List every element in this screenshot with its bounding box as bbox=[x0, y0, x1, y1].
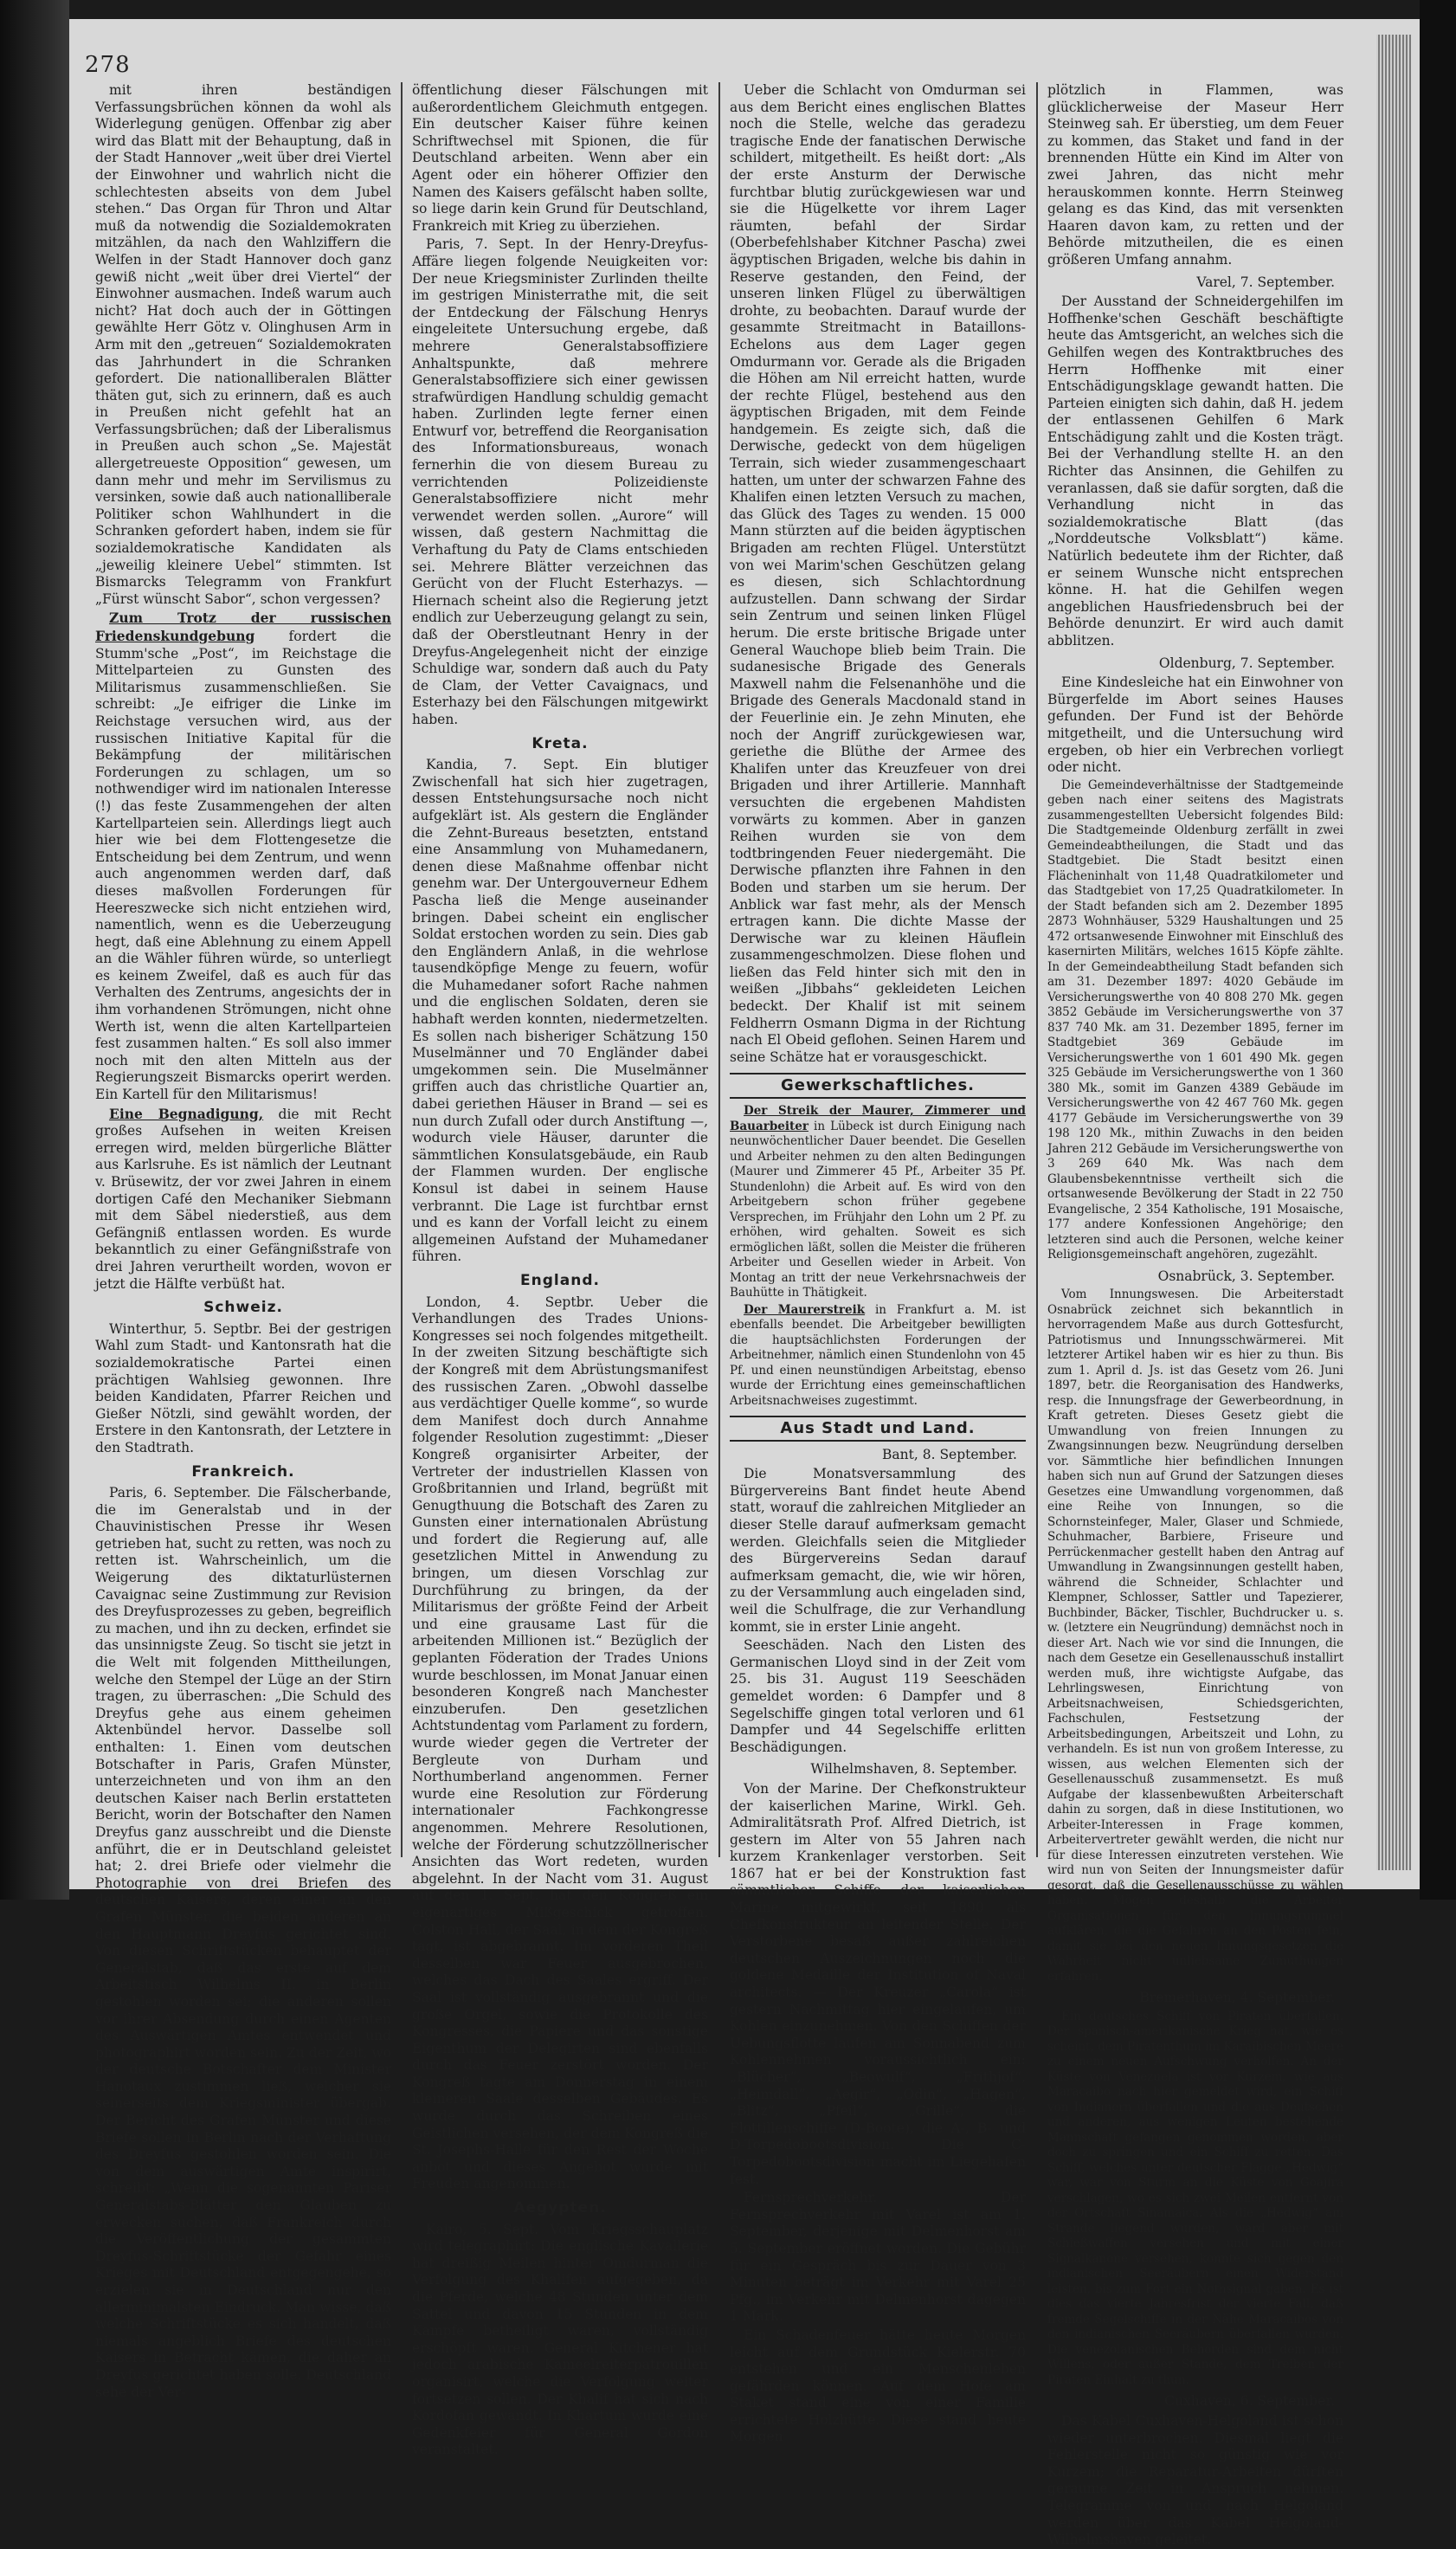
paragraph: öffentlichung dieser Fälschungen mit außerordentlichem Gleichmuth entgegen. Ein deutscher Kaiser führe keinen Schriftwechsel mit Spionen, die für Deutschland arbeiten. Wenn aber ein Agent oder ein höherer Offizier den Namen des Kaisers gefälscht haben sollte, so liege darin kein Grund für Deutschland, Frankreich mit Krieg zu überziehen. bbox=[412, 82, 708, 234]
article-lead: Der Maurerstreik bbox=[744, 1302, 866, 1317]
paragraph: Zum Trotz der russischen Friedenskundgebung fordert die Stumm'sche „Post“, im Reichstage die Mittelparteien zu Gunsten des Militarismus zusammenschließen. Sie schreibt: „Je eifriger die Linke im Reichstage versuchen wird, aus der russischen Initiative Kapital für die Bekämpfung der militärischen Forderungen zu schlagen, um so nothwendiger wird im nationalen Interesse (!) das feste Zusammengehen der alten Kartellparteien sein. Allerdings liegt auch hier wie bei dem Flottengesetze die Entscheidung bei dem Zentrum, und wenn auch angenommen werden darf, daß dieses maßvollen Forderungen für Heereszwecke sich nicht entziehen wird, namentlich, wenn es die Ueberzeugung hegt, daß eine Ablehnung zu einem Appell an die Wähler führen würde, so unterliegt es keinem Zweifel, daß es auch für das Verhalten des Zentrums, angesichts der in ihm vorhandenen Strömungen, nicht ohne Werth ist, wenn die alten Kartellparteien fest zusammen halten.“ Es soll also immer noch mit den alten Mitteln aus der Regierungszeit Bismarcks operirt werden. Ein Kartell für den Militarismus! bbox=[95, 610, 391, 1103]
column-rule bbox=[401, 82, 403, 1857]
paragraph: Ein Schadenfeuer hätte heute Morgen leicht auf dem Grundstück Kielerstr. 70 entstehen und ein Menschenleben gefährden können. Auf dem Hofe am Staket stand eine von einer Familie errichtete Holzhütte. Diese stand heute Morgen bbox=[730, 2326, 1026, 2445]
paragraph: Ueber die Schlacht von Omdurman sei aus dem Bericht eines englischen Blattes noch die Stelle, welche das geradezu tragische Ende der fanatischen Derwische schildert, mitgetheilt. Es heißt dort: „Als der erste Ansturm der Derwische furchtbar blutig zurückgewiesen war und sie die Hügelkette vor ihrem Lager räumten, befahl der Sirdar (Oberbefehlshaber Kitchner Pascha) zwei ägyptischen Brigaden, welche bis dahin in Reserve gestanden, den Feind, der unseren linken Flügel zu überwältigen drohte, zu beobachten. Darauf wurde der gesammte Streitmacht in Bataillons-Echelons aus dem Lager gegen Omdurmann vor. Gerade als die Brigaden die Höhen am Nil erreicht hatten, wurde der rechte Flügel, bestehend aus den ägyptischen Brigaden, mit dem Feinde handgemein. Es zeigte sich, daß die Derwische, gedeckt von dem hügeligen Terrain, sich wieder zusammengeschaart hatten, um unter der schwarzen Fahne des Khalifen einen letzten Versuch zu machen, das Glück des Tages zu wenden. 15 000 Mann stürzten auf die beiden ägyptischen Brigaden am rechten Flügel. Unterstützt von wei Marim'schen Geschützen gelang es diesen, sich Schlachtordnung aufzustellen. Dann schwang der Sirdar sein Zentrum und seinen linken Flügel herum. Die erste britische Brigade unter General Wauchope blieb beim Train. Die sudanesische Brigade des Generals Maxwell nahm die Felsenanhöhe und die Brigade des Generals Macdonald stand in der Feuerlinie ein. Je zehn Minuten, ehe noch der Angriff zurückgewiesen war, geriethe die Blüthe der Armee des Khalifen unter das Kreuzfeuer von drei Brigaden und ihrer Artillerie. Mannhaft versuchten die ergebenen Mahdisten vorwärts zu kommen. Aber in ganzen Reihen wurden sie von dem todtbringenden Feuer niedergemäht. Die Derwische pflanzten ihre Fahnen in den Boden und starben um sie herum. Der Anblick war fast mehr, als der Mensch ertragen kann. Die dichte Masse der Derwische war zu kleinen Häuflein zusammengeschmolzen. Diese flohen und ließen das Feld hinter sich mit den in weißen „Jibbahs“ gekleideten Leichen bedeckt. Der Khalif ist mit seinem Feldherrn Osmann Digma in der Richtung nach El Obeid geflohen. Seinen Harem und seine Schätze hat er vorausgeschickt. bbox=[730, 82, 1026, 1065]
paragraph: Eine Begnadigung, die mit Recht großes Aufsehen in weiten Kreisen erregen wird, melden bürgerliche Blätter aus Karlsruhe. Es ist nämlich der Leutnant v. Brüsewitz, der vor zwei Jahren in einem dortigen Café den Mechaniker Siebmann mit dem Säbel niederstieß, aus dem Gefängniß entlassen worden. Es wurde bekanntlich zu einer Gefängnißstrafe von drei Jahren verurtheilt worden, wovon er jetzt die Hälfte verbüßt hat. bbox=[95, 1105, 391, 1292]
paragraph: Fernsprechverkehr. Der Fernsprechverkehr mit Varel ist am 1. September, derjenige mit Delmenhorst am 5. September eröffnet worden. Die Gebühr für ein Gespräch bis zur Dauer von 3 Minuten beträgt im Verkehr mit Varel 25 Pfg., im Verkehr mit Delmenhorst dagegen 1 Mark. bbox=[730, 2190, 1026, 2325]
paragraph: Die Gemeindeverhältnisse der Stadtgemeinde geben nach einer seitens des Magistrats zusammengestellten Uebersicht folgendes Bild: Die Stadtgemeinde Oldenburg zerfällt in zwei Gemeindeabtheilungen, die Stadt und das Stadtgebiet. Die Stadt besitzt einen Flächeninhalt von 11,48 Quadratkilometer und das Stadtgebiet von 17,25 Quadratkilometer. In der Stadt befanden sich am 2. Dezember 1895 2873 Wohnhäuser, 5329 Haushaltungen und 25 472 ortsanwesende Einwohner mit Einschluß des kasernirten Militärs, welches 1615 Köpfe zählte. In der Gemeindeabtheilung Stadt befanden sich am 31. Dezember 1897: 4020 Gebäude im Versicherungswerthe von 40 808 270 Mk. gegen 3852 Gebäude im Versicherungswerthe von 37 837 740 Mk. am 31. Dezember 1895, ferner im Stadtgebiet 369 Gebäude im Versicherungswerthe von 1 601 490 Mk. gegen 325 Gebäude im Versicherungswerthe von 1 360 380 Mk., somit im Ganzen 4389 Gebäude im Versicherungswerthe von 42 467 760 Mk. gegen 4177 Gebäude im Versicherungswerthe von 39 198 120 Mk., mithin Zuwachs in den beiden Jahren 212 Gebäude im Versicherungswerthe von 3 269 640 Mk. Was nach dem Glaubensbekenntnisse vertheilt sich die ortsanwesende Bevölkerung der Stadt in 22 750 Evangelische, 2 354 Katholische, 191 Mosaische, 177 andere Konfessionen Angehörige; den letzteren sind auch die Personen, welche keiner Religionsgemeinschaft angehören, zugezählt. bbox=[1047, 778, 1343, 1262]
paragraph: Das Kabel Cuxhaven-Helgoland ist schon wieder unterbrochen. Diesmal liegt die Fehlerstelle nicht so günstig wie vor Kurzem; die Reparatur-Arbeiten dürften geraume Zeit in Anspruch nehmen. Telegramme von und nach Helgoland werden über das Kabel Helgoland-Wilhelmshaven geleitet. bbox=[1047, 2413, 1343, 2548]
article-lead: Zum Trotz der russischen Friedenskundgebung bbox=[95, 610, 391, 644]
right-edge-shadow bbox=[1420, 0, 1456, 1900]
paragraph: Von der Marine. Der Chefkonstrukteur der kaiserlichen Marine, Wirkl. Geh. Admiralitätsrath Prof. Alfred Dietrich, ist gestern im Alter von 55 Jahren nach kurzem Krankenlager verstorben. Seit 1867 hat er bei der Konstruktion fast sämmtlicher Schiffe der kaiserlichen Marine mitgewirkt, seit 1890 als Chefkonstrukteur an leitender Stelle. Der Verstorbene besaß außer zahlreichen deutschen Auszeichnungen noch die goldene Medaille der Institution of Naval architects. — Der Kreuzer „Carola“ ist gestern Nachmittag hier eingelaufen, um Kohlen einzunehmen. Von den Schiffen der Uebungsflotte laufen am Sonnabend zum Kohlennehmen voraussichtlich ein: „Blücher“, „Beowulf“, „Frithjof“, „Heimdall“, „Aegir“, „Odin“, „Hagen“, „Blitz“, „Pfeil“, „Grille“, die Flottillenschiffe (D-Boote), die A-, B- und D-Torpedobootsdivision. Die C-Torpedobootsdivision macht im Liegehafen fest. bbox=[730, 1780, 1026, 2187]
article-lead: Der Streik der Maurer, Zimmerer und Bauarbeiter bbox=[730, 1104, 1026, 1133]
paragraph: Vom Innungswesen. Die Arbeiterstadt Osnabrück zeichnet sich bekanntlich in hervorragendem Maße aus durch Gottesfurcht, Patriotismus und Innungsschwärmerei. Mit letzterer Artikel haben wir es hier zu thun. Bis zum 1. April d. Js. ist das Gesetz vom 26. Juni 1897, betr. die Reorganisation des Handwerks, resp. die Innungsfrage der Gewerbeordnung, in Kraft getreten. Dieses Gesetz giebt die Umwandlung von freien Innungen zu Zwangsinnungen bezw. Neugründung derselben vor. Sämmtliche hier befindlichen Innungen haben sich nun auf Grund der Satzungen dieses Gesetzes eine Umwandlung vorgenommen, daß eine Reihe von Innungen, so die Schornsteinfeger, Maler, Glaser und Schmiede, Schuhmacher, Barbiere, Friseure und Perrückenmacher gestellt haben den Antrag auf Umwandlung in Zwangsinnungen gestellt haben, während die Schneider, Schlachter und Klempner, Schlosser, Sattler und Tapezierer, Buchbinder, Bäcker, Tischler, Buchdrucker u. s. w. (letztere ein Neugründung) demnächst noch in dieser Art. Nach wie vor sind die Innungen, die nach dem Gesetze ein Gesellenausschuß installirt werden muß, ihre wichtigste Aufgabe, das Lehrlingswesen, Einrichtung von Arbeitsnachweisen, Schiedsgerichten, Fachschulen, Festsetzung der Arbeitsbedingungen, Arbeitszeit und Lohn, zu verhandeln. Es ist nun von großem Interesse, zu wissen, aus welchen Elementen sich der Gesellenausschuß zusammensetzt. Es muß Aufgabe der klassenbewußten Arbeiterschaft dahin zu sorgen, daß in diese Institutionen, wo Arbeiter-Interessen in Frage kommen, Arbeitervertreter gewählt werden, die nicht nur für diese Interessen einzutreten verstehen. Wie wird nun von Seiten der Innungsmeister dafür gesorgt, daß die Gesellenausschüsse zu wählen haben. Mögen deshalb die Arbeiter Organisationen für den Innungsrummel aufklären, die die Gefahren an den Posten fein, damit sie bei den neuen Innungsgesetzen die Wahrheit nicht unliebsame Zumuthungen erfahren. bbox=[1047, 1287, 1343, 1984]
section-heading: Gewerkschaftliches. bbox=[730, 1073, 1026, 1099]
dateline: Varel, 7. September. bbox=[1196, 274, 1335, 290]
dateline: Oldenburg, 7. September. bbox=[1158, 655, 1335, 671]
section-heading: Aus Stadt und Land. bbox=[730, 1416, 1026, 1442]
column-3 bbox=[730, 82, 1027, 2445]
column-rule bbox=[1036, 82, 1038, 1857]
section-heading: Frankreich. bbox=[191, 1462, 295, 1481]
dateline: Osnabrück, 3. September. bbox=[1157, 1268, 1335, 1284]
section-heading: Kreta. bbox=[532, 734, 589, 752]
section-heading: Schweiz. bbox=[203, 1299, 283, 1317]
paragraph: Winterthur, 5. Septbr. Bei der gestrigen Wahl zum Stadt- und Kantonsrath hat die sozialdemokratische Partei einen prächtigen Wahlsieg gewonnen. Ihre beiden Kandidaten, Pfarrer Reichen und Gießer Nötzli, sind gewählt worden, der Erstere in den Kantonsrath, der Letztere in den Stadtrath. bbox=[95, 1320, 391, 1455]
paragraph: London, 4. Septbr. Ueber die Verhandlungen des Trades Unions-Kongresses sei noch folgendes mitgetheilt. In der zweiten Sitzung beschäftigte sich der Kongreß mit dem Abrüstungsmanifest des russischen Zaren. „Obwohl dasselbe aus verdächtiger Quelle komme“, so wurde dem Manifest doch durch Annahme folgender Resolution zugestimmt: „Dieser Kongreß organisirter Arbeiter, der Vertreter der industriellen Klassen von Großbritannien und Irland, begrüßt mit Genugthuung die Botschaft des Zaren zu Gunsten einer internationalen Abrüstung und fordert die Regierung auf, alle gesetzlichen Mittel in Anwendung zu bringen, um diesen Vorschlag zur Durchführung zu bringen, da der Militarismus der größte Feind der Arbeit und eine grausame Last für die arbeitenden Millionen ist.“ Bezüglich der geplanten Föderation der Trades Unions wurde beschlossen, im Monat Januar einen besonderen Kongreß nach Manchester einzuberufen. Den gesetzlichen Achtstundentag vom Parlament zu fordern, wurde wieder gegen die Vertreter der Bergleute von Durham und Northumberland angenommen. Ferner wurde eine Resolution zur Förderung internationaler Fachkongresse angenommen. Mehrere Resolutionen, welche der Förderung schutzzöllnerischer Ansichten das Wort redeten, wurden abgelehnt. In der Nacht vom 31. August auf den 1. Sept. hat den Kongreß ein eigenartiges Mißgeschick getroffen. Colston Hall, der Saal, in dem der Kongreß tagt, ist abgebrannt. Im vorderen Theil desselben war Feuer ausgebrochen, welches das Dach des Saales ergriff. Der Saal ist vollständig ausgebrannt und die große Orgel, sowie die Protokolle des Kongresses, die Papiere und das sonstige Eigenthum der Delegirten sind ebenfalls durch das Feuer zerstört worden. Der Kongreß tagte am Donnerstag in einem kleineren Saale desselben Gebäudes. Es wurde durch das Schreiben eines Geistlichen versehen, der dem Kongreß die St. Josephs-Halle für den Rest der Woche anbot und dieses Angebot wurde mit Freuden angenommen. bbox=[412, 1294, 708, 2192]
paragraph: Paris, 6. September. Die Fälscherbande, die im Generalstab und in der Chauvinistischen Presse ihr Wesen getrieben hat, sucht zu retten, was noch zu retten ist. Wahrscheinlich, um die Weigerung des diktaturlüsternen Cavaignac seine Zustimmung zur Revision des Dreyfusprozesses zu geben, begreiflich zu machen, und ihn zu decken, erfindet sie das unsinnigste Zeug. So tischt sie jetzt in die Welt mit folgenden Mittheilungen, welche den Stempel der Lüge an der Stirn tragen, zu überraschen: „Die Schuld des Dreyfus gehe aus einem geheimen Aktenbündel hervor. Dasselbe soll enthalten: 1. Einen vom deutschen Botschafter in Paris, Grafen Münster, unterzeichneten und von ihm an den deutschen Kaiser nach Berlin erstatteten Bericht, worin der Botschafter den Namen Dreyfus ganz ausschreibt und die Dienste anführt, die er in Deutschland geleistet hat; 2. drei Briefe oder vielmehr die Photographie von drei Briefen des deutschen Kaisers, deren einer an den Grafen Münster, die beiden anderen an den Hauptmann Dreyfus gerichtet sind. Von diesen Schriftstücken behauptet der Generalstab, daß das erste auf dem Arbeitstisch Wilhelms II. in Berlin gestohlen worden sei; die anderen sollen vor ihrer Absendung durch einen Agenten des Auswärtigen Amtes entwendet und photographirt worden sein. Zu der Zeit, wo der deutsche Botschafter dem Minister Hanotaux zustimmen ließ, welcher sie seinerseits dem Kriegsminister übergab. Der Bericht des Grafen Münster und diese Briefe sollen in Berlin nach der Verhaftung des Dreyfus gestohlen worden sein. Die von dem auswärtigen Amte inspirirt, schreibt: „Wenn die sogenannten Pariser Generalstabs-Blätter den Glauben zu erwecken suchen, daß Frankreich durch die Veröffentlichung der gesammten Dreyfus-Schriftstücke der Gefahr eines Krieges mit Deutschland entgegengehe, so erzielen sie in Deutschland nur den allerminimalsten Eindruck. Man wisse, daß welche Schriftstücke es sich handelt, daß niemals angeblich Briefe des deutschen Kaisers in Betracht kämen, die daher an Dreyfus gerichtet haben solle. Deutschland sehe der Ver- bbox=[95, 1485, 391, 2400]
paragraph: Paris, 7. Sept. In der Henry-Dreyfus-Affäre liegen folgende Neuigkeiten vor: Der neue Kriegsminister Zurlinden theilte im gestrigen Ministerrathe mit, die seit der Entdeckung der Fälschung Henrys eingeleitete Untersuchung ergebe, daß mehrere Generalstabsoffiziere Anhaltspunkte, daß mehrere Generalstabsoffiziere sich einer gewissen strafwürdigen Handlung schuldig gemacht haben. Zurlinden legte ferner einen Entwurf vor, betreffend die Reorganisation des Informationsbureaus, wonach fernerhin die von diesem Bureau zu verrichtenden Polizeidienste Generalstabsoffiziere nicht mehr verwendet werden sollen. „Aurore“ will wissen, daß gestern Nachmittag die Verhaftung du Paty de Clams entschieden sei. Mehrere Blätter verzeichnen das Gerücht von der Flucht Esterhazys. — Hiernach scheint also die Regierung jetzt endlich zur Ueberzeugung gelangt zu sein, daß der Oberstleutnant Henry in der Dreyfus-Angelegenheit nicht der einzige Schuldige war, sondern daß auch du Paty de Clam, der Vetter Cavaignacs, und Esterhazy bei den Fälschungen mitgewirkt haben. bbox=[412, 236, 708, 727]
paragraph: Ein deutsches Schiff von Piraten überfallen. Der spanisch-amerikanische Krieg hat, wie es scheint, dem Piratenthum im Karaibischen Meere zu einem neuen Aufschwung verholfen. An der Küste von Venezuela ist vor Kurzem, wie aus Maracaibo nach hier gemeldet wird, ein Schiff von Indianern überfallen und die aus Deutschen und anderen, aus wenigen Leuten bestehende Mannschaft gefangen genommen worden, aber doch zu springen und ein Schiff zu retten. Das Schiff, welches unter deutscher Flagge „Hedwig“ war, war von Sturm an die Küste von Goajira verschlagen, wo es sich zwei Meilen entfernt von der Ortschaft Sinamaica. Als die „Hedwig“ am Strande liegend wurden, ward aber mit Schießwaffen versehen und mit einer Signalkanone versehen, konnte sich gegen den indianischen Seeräubern einen Widerstand leisten, bis zum Fort ein Nothsignal gaben. Es ist dies das vierte Jahresfrist der vierte Fall, daß fremde Segelschiffe in der Nähe Maracaibos von den indianischen Seeräubern überfallen wurden. Die venezolanischen Behörden sind dem nicht Willens, oder außer Stande, dem Treiben der Piraten Einhalt zu thun. bbox=[1047, 2009, 1343, 2387]
paragraph: Kairo, 5. Sept. Vom Kriegsschauplatz wird telegraphirt: Die englische Kavallerie hat dreißig Meilen hinter Omdurman die Verfolgung des Khalifen aufgegeben, da die Pferde, welche 48 Stunden unter dem Sattel und davon 15 Stunden in dem Kampfe betheiligt waren, vollständig erschöpft waren. General Kitchener hat jedoch arabische Kameelreiterpatrouillen organisirt, welche die Verfolgung weiter fortsetzen sollen. Der Khalif hat sich nach Kordofan gewandt. In Khartum wurde eine Gedenkfeier für General Gordon veranstaltet. bbox=[412, 2221, 708, 2458]
column-rule bbox=[718, 82, 720, 1857]
dateline: Cuxhaven, 6. September. bbox=[1164, 2393, 1335, 2410]
paragraph: mit ihren beständigen Verfassungsbrüchen können da wohl als Widerlegung genügen. Offenbar zig aber wird das Blatt mit der Behauptung, daß in der Stadt Hannover „weit über drei Viertel der Einwohner und wahrlich nicht die schlechtesten abseits von dem Jubel stehen.“ Das Organ für Thron und Altar muß da notwendig die Sozialdemokraten mitzählen, da nach den Wahlziffern die Welfen in der Stadt Hannover doch ganz gewiß nicht „weit über drei Viertel“ der Einwohner ausmachen. Indeß warum auch nicht? Hat doch auch der in Göttingen gewählte Herr Götz v. Olinghusen Arm in Arm mit den „getreuen“ Sozialdemokraten das Jahrhundert in die Schranken gefordert. Die nationalliberalen Blätter thäten gut, sich zu erinnern, daß es auch in Preußen nicht gefehlt hat an Verfassungsbrüchen; daß der Liberalismus in Preußen auch schon „Se. Majestät allergetreueste Opposition“ gewesen, um dann mehr und mehr im Servilismus zu versinken, sowie daß auch nationalliberale Politiker schon Wahlhundert in die Schranken gefordert haben, indem sie für sozialdemokratische Kandidaten als „jeweilig kleinere Uebel“ stimmten. Ist Bismarcks Telegramm von Frankfurt „Fürst wünscht Sabor“, schon vergessen? bbox=[95, 82, 391, 607]
section-heading: Aegypten. bbox=[513, 2199, 607, 2217]
paragraph: Seeschäden. Nach den Listen des Germanischen Lloyd sind in der Zeit vom 25. bis 31. August 119 Seeschäden gemeldet worden: 6 Dampfer und 8 Segelschiffe gingen total verloren und 61 Dampfer und 44 Segelschiffe erlitten Beschädigungen. bbox=[730, 1637, 1026, 1755]
dateline: Wilhelmshaven, 8. September. bbox=[810, 1761, 1017, 1778]
paragraph: plötzlich in Flammen, was glücklicherweise der Maseur Herr Steinweg sah. Er überstieg, um dem Feuer zu kommen, das Staket und fand in der brennenden Hütte ein Kind im Alter von zwei Jahren, das nicht mehr herauskommen konnte. Herrn Steinweg gelang es das Kind, das mit versenkten Haaren davon kam, zu retten und der Behörde mitzutheilen, die es einen größeren Umfang annahm. bbox=[1047, 82, 1343, 268]
paragraph: Der Ausstand der Schneidergehilfen im Hoffhenke'schen Geschäft beschäftigte heute das Amtsgericht, an welches sich die Gehilfen wegen des Kontraktbruches des Herrn Hoffhenke mit einer Entschädigungsklage gewandt hatten. Die Parteien einigten sich dahin, daß H. jedem der entlassenen Gehilfen 6 Mark Entschädigung zahlt und die Kosten trägt. Bei der Verhandlung stellte H. an den Richter das Ansinnen, die Gehilfen zu veranlassen, daß sie dafür sorgten, daß die Verhandlung nicht in das sozialdemokratische Blatt (das „Norddeutsche Volksblatt“) käme. Natürlich bedeutete ihm der Richter, daß er seinem Wunsche nicht entsprechen könne. H. hat die Gehilfen wegen angeblichen Hausfriedensbruch bei der Behörde denunzirt. Er wird auch damit abblitzen. bbox=[1047, 294, 1343, 649]
section-heading: England. bbox=[520, 1271, 600, 1289]
column-1 bbox=[95, 82, 391, 2400]
paragraph: Kandia, 7. Sept. Ein blutiger Zwischenfall hat sich hier zugetragen, dessen Entstehungsursache noch nicht aufgeklärt ist. Als gestern die Engländer die Zehnt-Bureaus besetzten, entstand eine Ansammlung von Muhamedanern, denen diese Maßnahme offenbar nicht genehm war. Der Untergouverneur Edhem Pascha ließ die Menge auseinander bringen. Dabei scheint ein englischer Soldat erstochen worden zu sein. Dies gab den Engländern Anlaß, in die wehrlose tausendköpfige Menge zu feuern, wofür die Muhamedaner sofort Rache nahmen und die englischen Soldaten, deren sie habhaft werden konnten, niedermetzelten. Es sollen nach bisheriger Schätzung 150 Muselmänner und 70 Engländer dabei umgekommen sein. Die Muselmänner griffen auch das christliche Quartier an, dabei geriethen Häuser in Brand — sei es nun durch Zufall oder durch Anstiftung —, wodurch viele Häuser, darunter die sämmtlichen Konsulatsgebäude, ein Raub der Flammen wurden. Der englische Konsul ist dabei in seinem Hause verbrannt. Die Lage ist furchtbar ernst und es kann der Vorfall leicht zu einem allgemeinen Aufstand der Muhamedaner führen. bbox=[412, 757, 708, 1265]
page-number: 278 bbox=[85, 52, 131, 78]
paragraph: Der Maurerstreik in Frankfurt a. M. ist ebenfalls beendet. Die Arbeitgeber bewilligten die hauptsächlichsten Forderungen der Arbeitnehmer, nämlich einen Stundenlohn von 45 Pf. und einen neunstündigen Arbeitstag, ebenso wurde der Errichtung eines gemeinschaftlichen Arbeitsnachweises zugestimmt. bbox=[730, 1302, 1027, 1408]
paragraph: Eine Kindesleiche hat ein Einwohner von Bürgerfelde im Abort seines Hauses gefunden. Der Fund ist der Behörde mitgetheilt, und die Untersuchung wird ergeben, ob hier ein Verbrechen vorliegt oder nicht. bbox=[1047, 674, 1343, 776]
paragraph: Der Streik der Maurer, Zimmerer und Bauarbeiter in Lübeck ist durch Einigung nach neunwöchentlicher Dauer beendet. Die Gesellen und Arbeiter nehmen zu den alten Bedingungen (Maurer und Zimmerer 45 Pf., Arbeiter 35 Pf. Stundenlohn) die Arbeit auf. Es wird von den Arbeitgebern schon früher gegebene Versprechen, im Frühjahr den Lohn um 2 Pf. zu erhöhen, wird gehalten. Soweit es sich ermöglichen läßt, sollen die Meister die früheren Arbeiter und Gesellen wieder in Arbeit. Von Montag an tritt der neue Verkehrsnachweis der Bauhütte in Thätigkeit. bbox=[730, 1104, 1026, 1300]
column-4 bbox=[1047, 82, 1343, 2548]
page-stack-edge bbox=[1376, 35, 1411, 1870]
article-lead: Eine Begnadigung, bbox=[109, 1105, 264, 1122]
dateline: Bant, 8. September. bbox=[882, 1446, 1017, 1462]
book-spine-shadow bbox=[0, 0, 69, 1900]
column-2 bbox=[412, 82, 708, 2458]
dateline: Bremerhaven, 4. September. bbox=[1139, 1990, 1335, 2006]
paragraph: Die Monatsversammlung des Bürgervereins Bant findet heute Abend statt, worauf die zahlreichen Mitglieder an dieser Stelle darauf aufmerksam gemacht werden. Gleichfalls seien die Mitglieder des Bürgervereins Sedan darauf aufmerksam gemacht, die, wie wir hören, zu der Versammlung auch eingeladen sind, weil die Schulfrage, die zur Verhandlung kommt, sie in erster Linie angeht. bbox=[730, 1466, 1026, 1635]
